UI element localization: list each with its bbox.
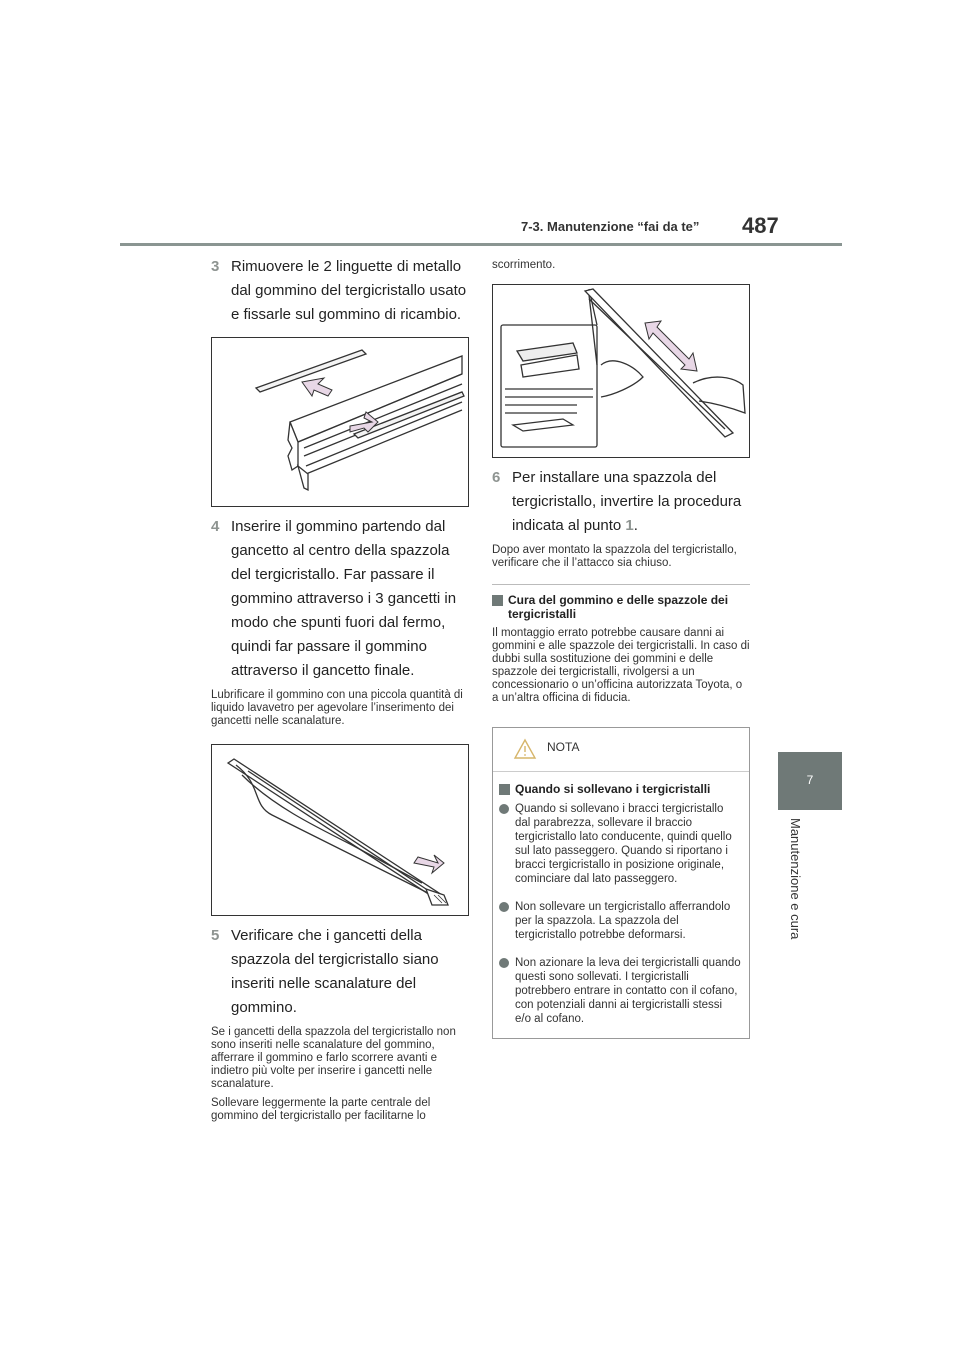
circle-bullet-icon bbox=[499, 804, 509, 814]
warning-triangle-icon bbox=[513, 738, 537, 760]
step-5-note-2: Sollevare leggermente la parte centrale del gommino del tergicristallo per facilitarne lo bbox=[211, 1097, 431, 1122]
wiper-rubber-tabs-illustration bbox=[212, 338, 468, 506]
nota-item-text: Non sollevare un tergicristallo afferrandolo per la spazzola. La spazzola del tergicristallo potrebbe deformarsi. bbox=[515, 901, 731, 941]
step-number: 5 bbox=[211, 927, 220, 944]
step-number: 4 bbox=[211, 518, 220, 535]
step-text: Verificare che i gancetti della spazzola del tergicristallo siano inseriti nelle scanalature del gommino. bbox=[231, 927, 439, 1016]
nota-item bbox=[499, 802, 741, 886]
step-number: 3 bbox=[211, 258, 220, 275]
section-title: 7-3. Manutenzione “fai da te” bbox=[521, 219, 700, 234]
step-6-note: Dopo aver montato la spazzola del tergicristallo, verificare che il l’attacco sia chiuso. bbox=[492, 544, 737, 569]
care-section-title: Cura del gommino e delle spazzole dei tergicristalli bbox=[508, 593, 729, 621]
care-section-text: Il montaggio errato potrebbe causare danni ai gommini e alle spazzole dei tergicristalli. In caso di dubbi sulla sostituzione dei gommini e delle spazzole dei tergicristalli, rivolgersi a un concessionario o un’officina autorizzata Toyota, o a un’altra officina di fiducia. bbox=[492, 627, 750, 704]
nota-label: NOTA bbox=[547, 740, 580, 754]
circle-bullet-icon bbox=[499, 958, 509, 968]
left-column bbox=[211, 255, 469, 1123]
figure-insert-rubber bbox=[211, 744, 469, 916]
page-number: 487 bbox=[742, 213, 779, 238]
chapter-tab[interactable] bbox=[778, 752, 842, 810]
chapter-number: 7 bbox=[806, 773, 814, 787]
nota-section-title: Quando si sollevano i tergicristalli bbox=[515, 782, 711, 796]
nota-item-text: Non azionare la leva dei tergicristalli quando questi sono sollevati. I tergicristalli potrebbero entrare in contatto con il cofano, con potenziali danni ai tergicristalli stessi e/o al cofano. bbox=[515, 957, 741, 1025]
section-divider bbox=[492, 584, 750, 585]
step-text bbox=[512, 466, 750, 538]
header-rule bbox=[120, 243, 842, 246]
wiper-slide-illustration bbox=[493, 285, 749, 457]
nota-header bbox=[493, 728, 749, 772]
wiper-blade-insert-illustration bbox=[212, 745, 468, 915]
step-6 bbox=[492, 466, 750, 538]
square-bullet-icon bbox=[492, 595, 503, 606]
nota-item bbox=[499, 900, 741, 942]
figure-metal-tabs bbox=[211, 337, 469, 507]
step-5-note-1: Se i gancetti della spazzola del tergicristallo non sono inseriti nelle scanalature del gommino, afferrare il gommino e farlo scorrere avanti e indietro più volte per inserire i gancetti nelle scanalature. bbox=[211, 1026, 456, 1090]
nota-item-text: Quando si sollevano i bracci tergicristallo dal parabrezza, sollevare il braccio tergicristallo lato conducente, quindi quello sul lato passeggero. Quando si riportano i bracci tergicristallo in posizione originale, cominciare dal lato passeggero. bbox=[515, 803, 732, 885]
circle-bullet-icon bbox=[499, 902, 509, 912]
nota-item bbox=[499, 956, 741, 1026]
step-6-text: Per installare una spazzola del tergicristallo, invertire la procedura indicata al punto bbox=[512, 469, 742, 534]
step-text: Inserire il gommino partendo dal gancetto al centro della spazzola del tergicristallo. Far passare il gommino attraverso i 3 gancetti in modo che spunti fuori dal fermo, quindi far passare il gommino attraverso il gancetto finale. bbox=[231, 518, 457, 679]
figure-slide-rubber bbox=[492, 284, 750, 458]
step-3 bbox=[211, 255, 469, 327]
chapter-title: Manutenzione e cura bbox=[788, 818, 803, 940]
continuation-text: scorrimento. bbox=[492, 259, 556, 271]
nota-section-heading bbox=[499, 782, 741, 796]
nota-box bbox=[492, 727, 750, 1039]
step-4 bbox=[211, 515, 469, 683]
right-column bbox=[492, 255, 750, 1039]
care-section-heading bbox=[492, 593, 750, 621]
step-5 bbox=[211, 924, 469, 1020]
step-4-note: Lubrificare il gommino con una piccola quantità di liquido lavavetro per agevolare l’inserimento dei gancetti nelle scanalature. bbox=[211, 689, 463, 727]
step-text: Rimuovere le 2 linguette di metallo dal gommino del tergicristallo usato e fissarle sul gommino di ricambio. bbox=[231, 258, 467, 323]
step-number: 6 bbox=[492, 469, 501, 486]
step-reference: 1 bbox=[625, 517, 634, 534]
square-bullet-icon bbox=[499, 784, 510, 795]
step-6-text-end: . bbox=[633, 517, 638, 534]
